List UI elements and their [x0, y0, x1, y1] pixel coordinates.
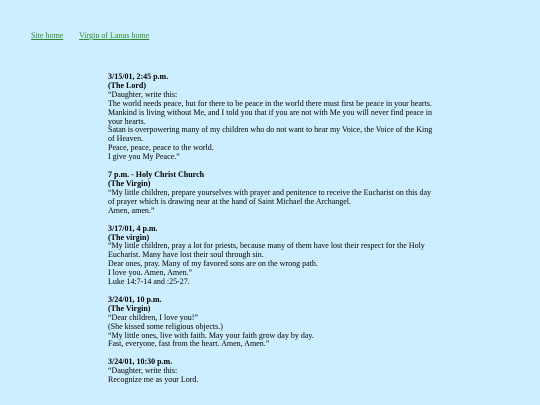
message-speaker: (The Virgin) [108, 178, 151, 188]
message-line: I give you My Peace.” [108, 152, 180, 162]
message-line: Dear ones, pray. Many of my favored sons are on the wrong path. [108, 259, 318, 269]
message-line: Recognize me as your Lord. [108, 375, 199, 385]
message-line: “Daughter, write this: [108, 89, 178, 99]
message-line: “My little children, prepare yourselves with prayer and penitence to receive the Eucharist on this day of prayer which is drawing near at the hand of Saint Michael the Archangel. [108, 187, 431, 206]
messages-content [108, 73, 438, 394]
message-date: 3/17/01, 4 p.m. [108, 223, 158, 233]
message-date: 3/15/01, 2:45 p.m. [108, 72, 169, 81]
message-line: Fast, everyone, fast from the heart. Amen, Amen.” [108, 339, 270, 349]
message-line: Peace, peace, peace to the world. [108, 143, 214, 153]
message-line: Satan is overpowering many of my children who do not want to hear my Voice, the Voice of the King of Heaven. [108, 125, 433, 144]
message-line: “My little children, pray a lot for priests, because many of them have lost their respect for the Holy Eucharist. Many have lost their soul through sin. [108, 241, 425, 260]
virgin-of-lanus-home-link[interactable]: Virgin of Lanus home [79, 31, 150, 40]
message-line: Amen, amen.” [108, 205, 155, 215]
message-date: 3/24/01, 10 p.m. [108, 294, 162, 304]
message-entry [108, 73, 438, 162]
message-entry [108, 171, 438, 216]
message-line: Luke 14:7-14 and :25-27. [108, 277, 190, 287]
message-line: (She kissed some religious objects.) [108, 321, 223, 331]
message-line: “Dear children, I love you!” [108, 312, 198, 322]
message-speaker: (The Virgin) [108, 303, 151, 313]
site-home-link[interactable]: Site home [31, 31, 64, 40]
top-navigation [31, 31, 163, 41]
message-entry [108, 358, 438, 385]
message-entry [108, 296, 438, 349]
message-line: The world needs peace, but for there to be peace in the world there must first be peace in your hearts. Mankind is living without Me, and I told you that if you are not with Me you will never find peace in your hearts. [108, 98, 432, 126]
message-date: 7 p.m. - Holy Christ Church [108, 170, 205, 180]
message-line: “Daughter, write this: [108, 366, 178, 376]
message-speaker: (The virgin) [108, 232, 150, 242]
message-line: I love you. Amen, Amen.” [108, 268, 193, 278]
message-speaker: (The Lord) [108, 80, 146, 90]
message-line: “My little ones, live with faith. May your faith grow day by day. [108, 330, 314, 340]
message-date: 3/24/01, 10:30 p.m. [108, 357, 173, 367]
message-entry [108, 225, 438, 287]
